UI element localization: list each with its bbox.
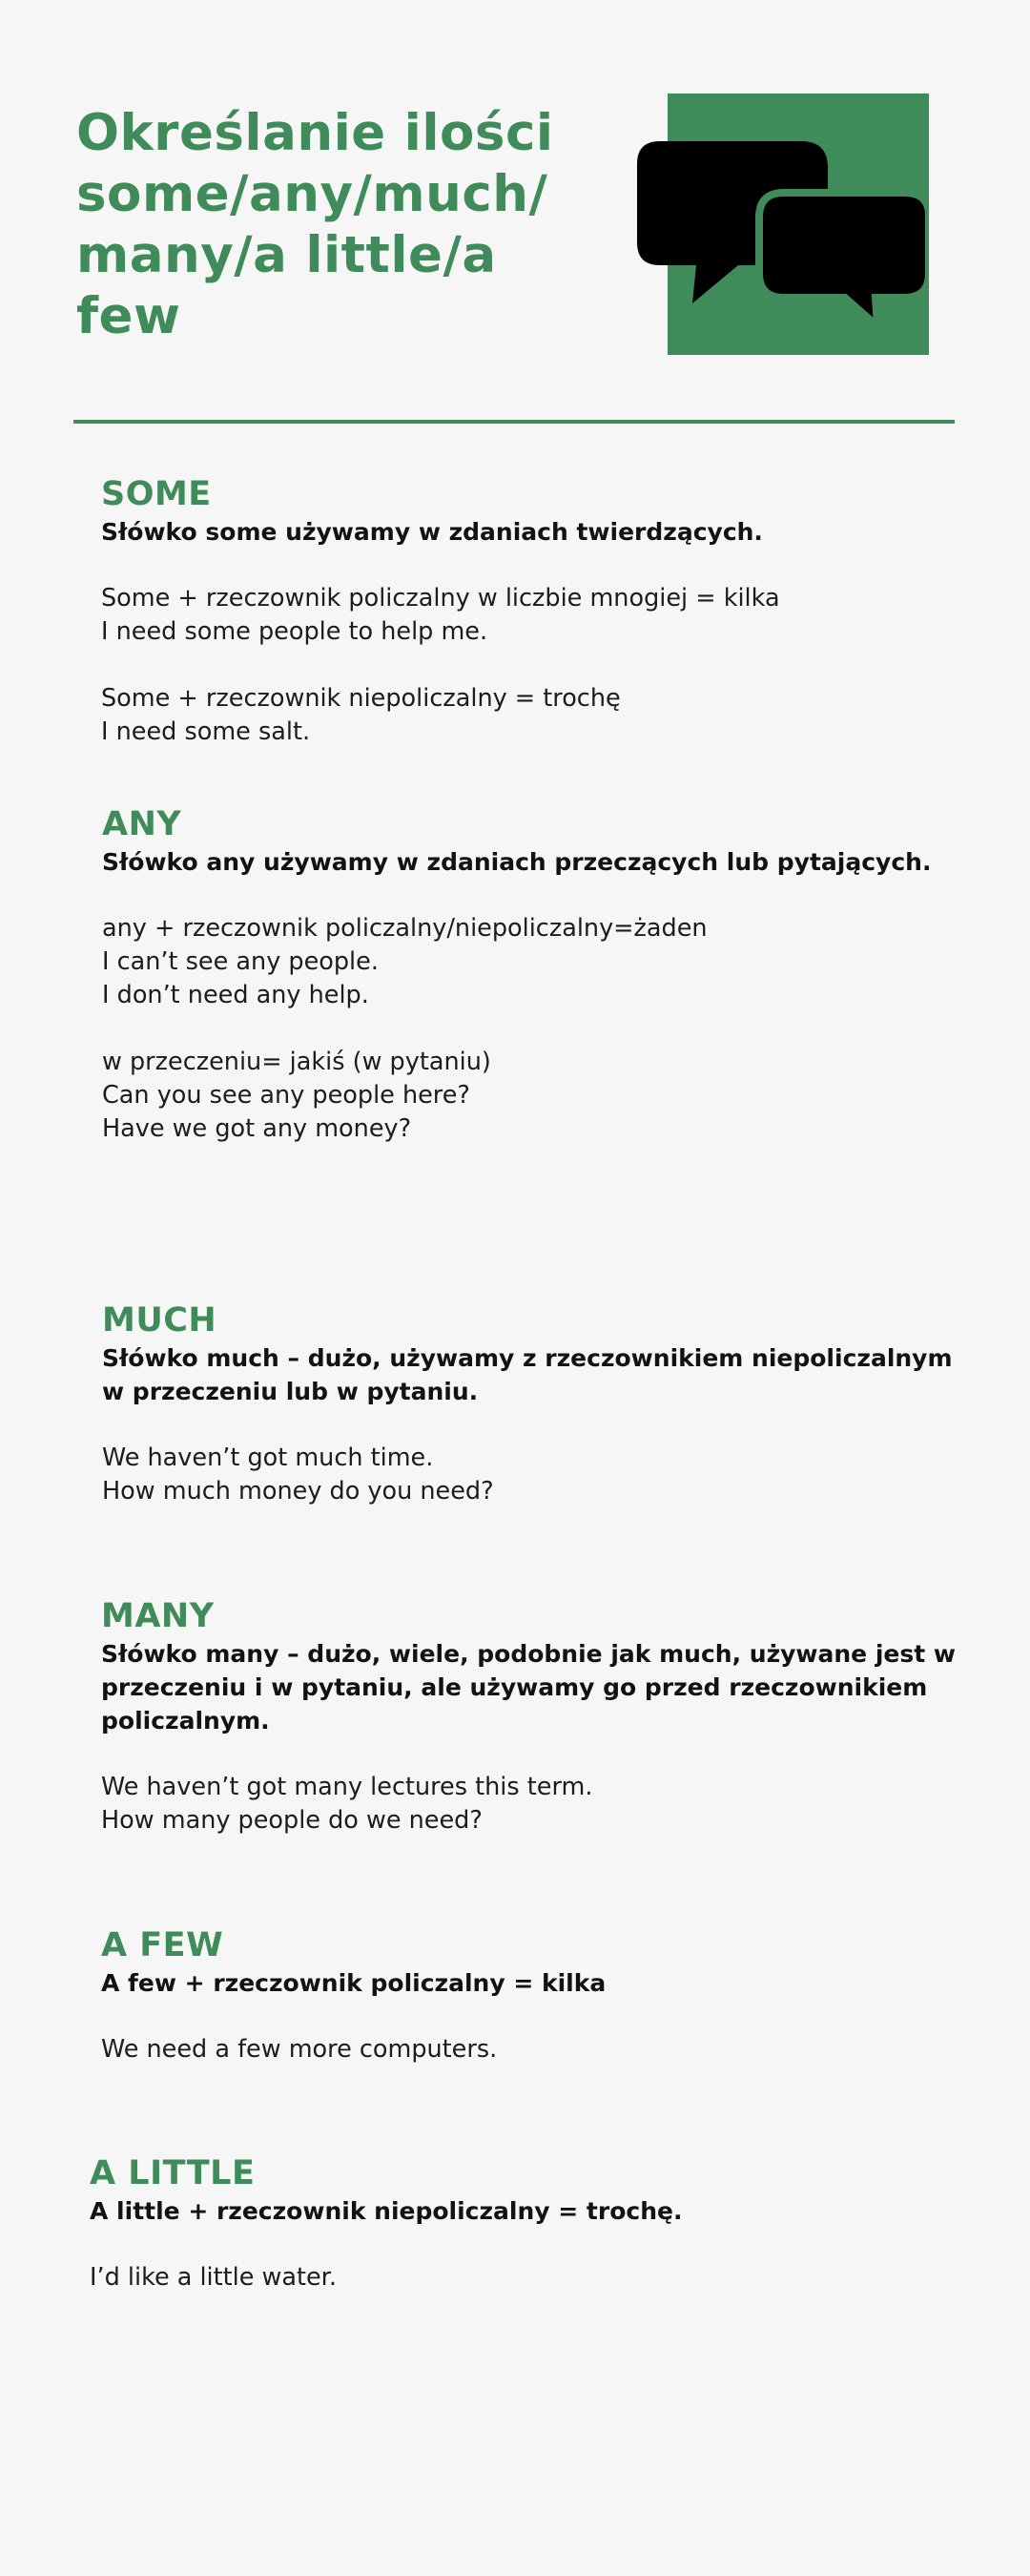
- body-line: How much money do you need?: [102, 1477, 494, 1506]
- section-heading: MANY: [101, 1597, 215, 1635]
- section-body: [102, 912, 960, 1146]
- section-a-few: [101, 1924, 959, 2067]
- body-line: We haven’t got many lectures this term.: [101, 1773, 593, 1801]
- lead-line: Słówko many – dużo, wiele, podobnie jak much, używane jest w: [101, 1640, 956, 1668]
- lead-line: przeczeniu i w pytaniu, ale używamy go przed rzeczownikiem: [101, 1673, 928, 1701]
- body-line: any + rzeczownik policzalny/niepoliczalny=żaden: [102, 914, 708, 943]
- lead-line: Słówko much – dużo, używamy z rzeczownikiem niepoliczalnym: [102, 1344, 953, 1372]
- title-line: Określanie ilości: [76, 104, 554, 162]
- section-many: [101, 1595, 959, 1838]
- section-a-little: [90, 2152, 948, 2295]
- section-much: [102, 1299, 960, 1508]
- section-lead: Słówko any używamy w zdaniach przeczących lub pytających.: [102, 848, 932, 876]
- body-line: We need a few more computers.: [101, 2035, 498, 2064]
- section-heading: A FEW: [101, 1926, 224, 1964]
- section-body: [102, 1442, 960, 1508]
- section-heading: MUCH: [102, 1301, 217, 1340]
- section-body: [90, 2261, 948, 2295]
- section-body: [101, 2033, 959, 2067]
- header-divider: [73, 420, 955, 424]
- body-line: We haven’t got much time.: [102, 1444, 434, 1472]
- body-line: I need some salt.: [101, 717, 311, 746]
- lead-line: policzalnym.: [101, 1707, 270, 1735]
- title-line: few: [76, 287, 181, 345]
- body-line: I need some people to help me.: [101, 617, 488, 646]
- body-line: Some + rzeczownik policzalny w liczbie mnogiej = kilka: [101, 584, 780, 613]
- body-line: Some + rzeczownik niepoliczalny = trochę: [101, 684, 621, 713]
- body-line: w przeczeniu= jakiś (w pytaniu): [102, 1048, 491, 1076]
- section-heading: A LITTLE: [90, 2154, 256, 2192]
- body-line: How many people do we need?: [101, 1806, 483, 1835]
- section-lead: A little + rzeczownik niepoliczalny = trochę.: [90, 2197, 683, 2225]
- section-lead: [102, 1341, 960, 1408]
- title-line: many/a little/a: [76, 226, 497, 284]
- section-heading: SOME: [101, 475, 212, 513]
- page-title: [76, 103, 610, 347]
- section-lead: [101, 1637, 959, 1737]
- body-line: I can’t see any people.: [102, 947, 379, 976]
- section-body: [101, 1771, 959, 1838]
- body-line: I don’t need any help.: [102, 981, 369, 1009]
- section-lead: A few + rzeczownik policzalny = kilka: [101, 1969, 607, 1997]
- body-line: Have we got any money?: [102, 1114, 412, 1143]
- body-line: Can you see any people here?: [102, 1081, 470, 1110]
- chat-bubbles-icon: [637, 92, 929, 357]
- title-line: some/any/much/: [76, 165, 548, 223]
- body-line: I’d like a little water.: [90, 2263, 337, 2292]
- section-heading: ANY: [102, 805, 182, 843]
- section-any: [102, 803, 960, 1146]
- section-some: [101, 473, 959, 749]
- lead-line: w przeczeniu lub w pytaniu.: [102, 1378, 479, 1405]
- section-body: [101, 582, 959, 749]
- section-lead: Słówko some używamy w zdaniach twierdzących.: [101, 518, 763, 546]
